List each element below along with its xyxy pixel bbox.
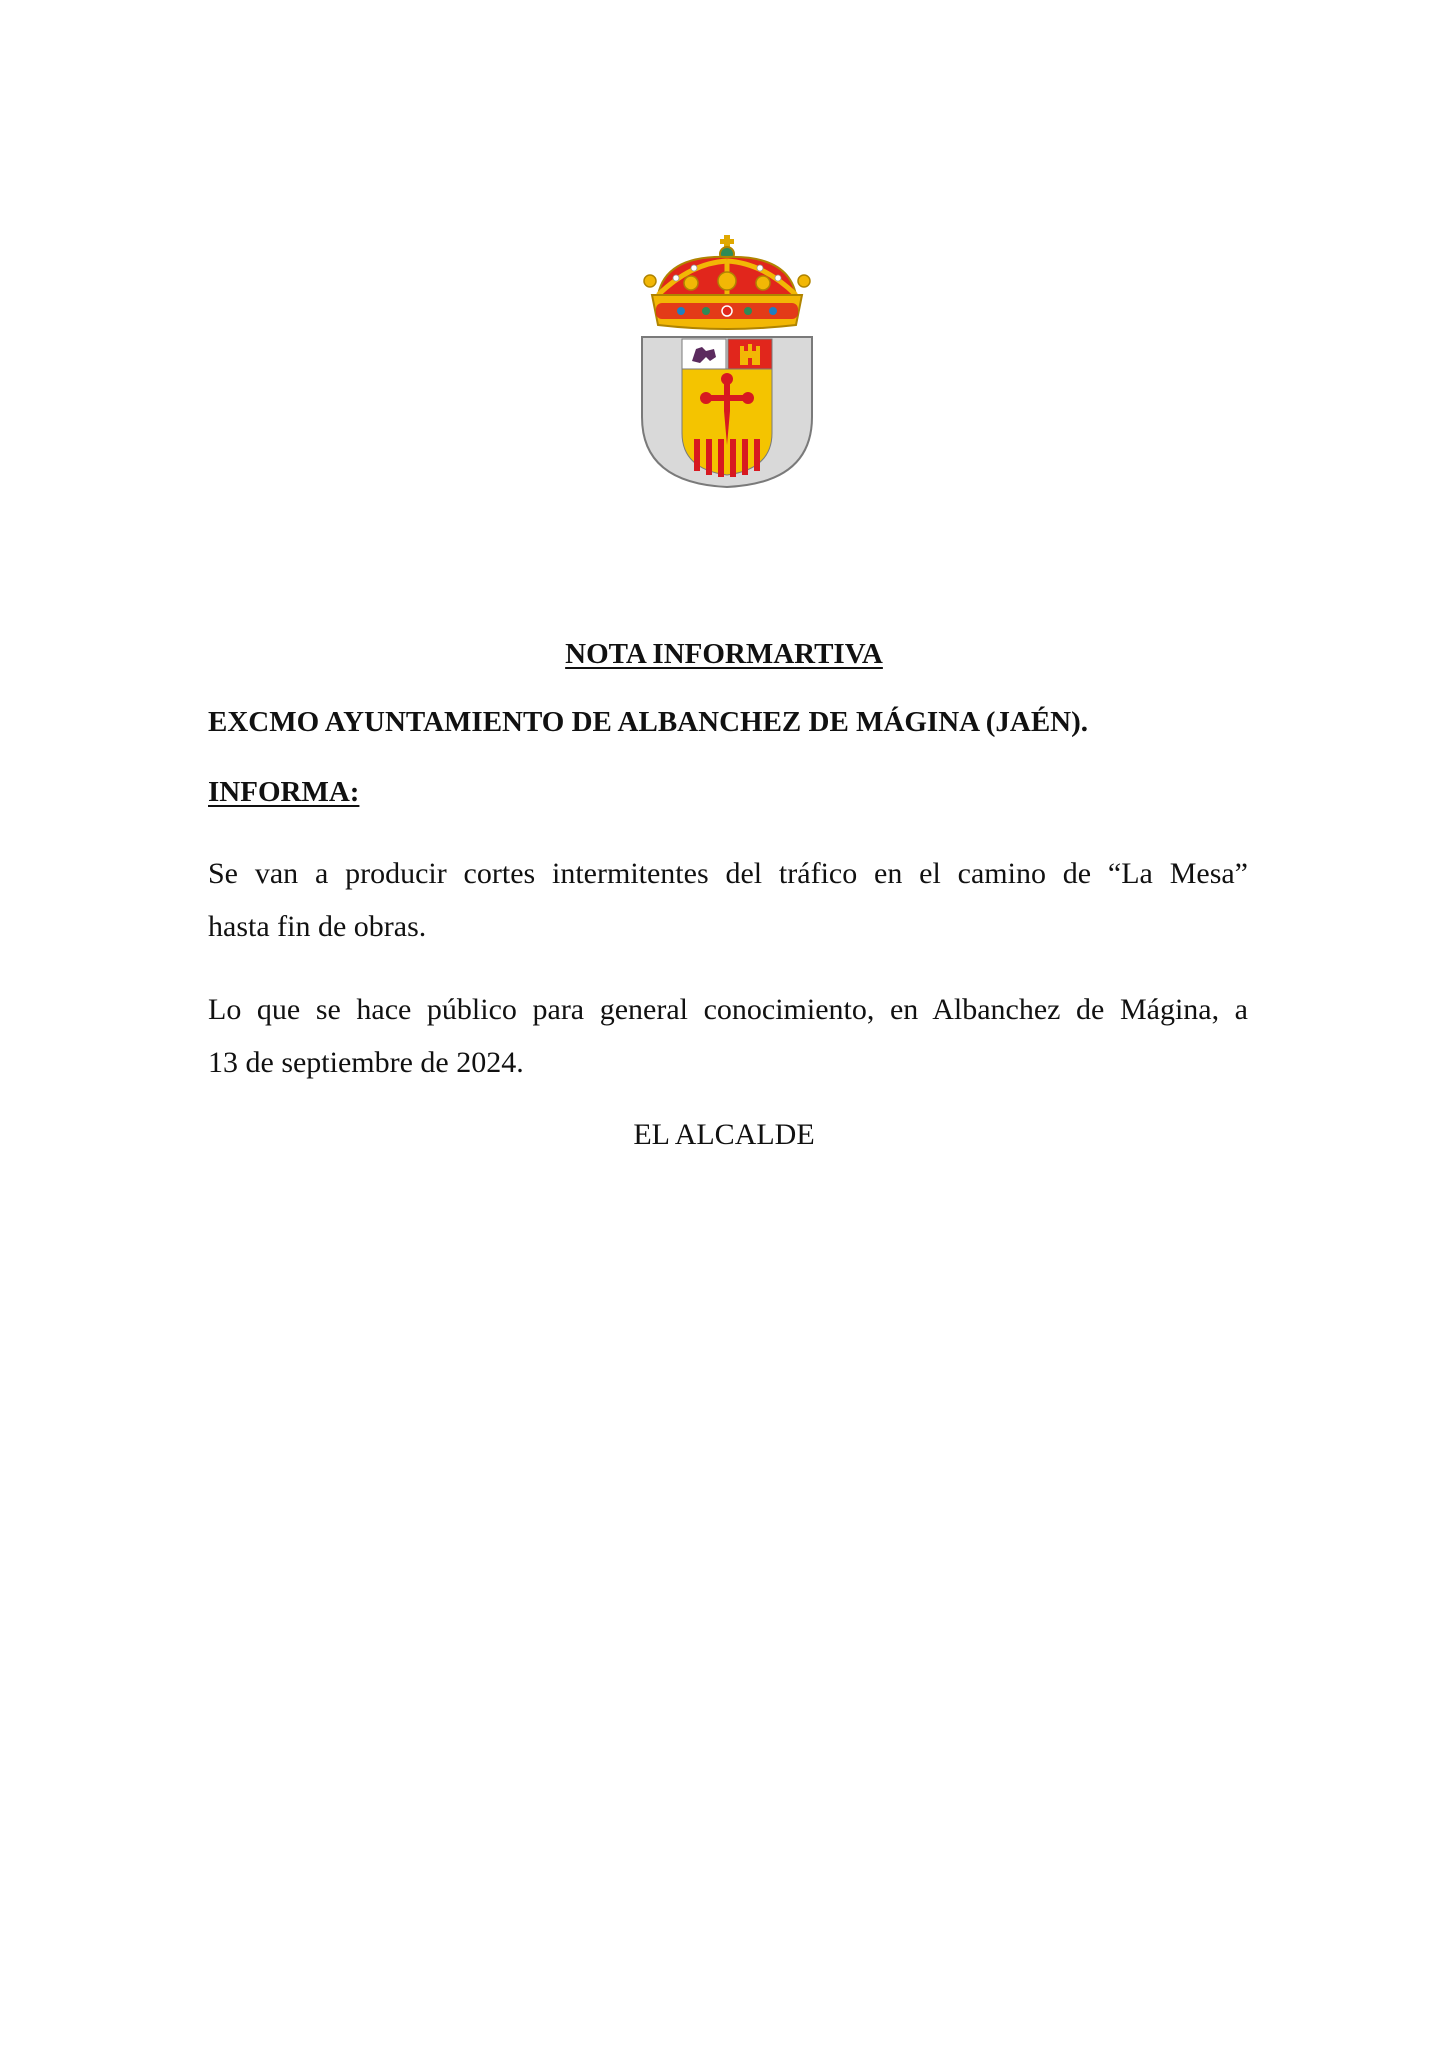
publication-line-1: Lo que se hace público para general conocimiento, en Albanchez de Mágina, a	[208, 993, 1248, 1026]
coat-of-arms-icon	[636, 233, 818, 489]
section-label: INFORMA:	[208, 776, 360, 808]
notice-line-2: hasta fin de obras.	[208, 910, 427, 943]
notice-line-1: Se van a producir cortes intermitentes del tráfico en el camino de “La Mesa”	[208, 857, 1248, 890]
publication-line-2: 13 de septiembre de 2024.	[208, 1046, 524, 1079]
royal-crown-icon	[644, 235, 810, 329]
notice-paragraph	[208, 847, 1248, 953]
document-title: NOTA INFORMARTIVA	[565, 638, 883, 670]
shield-icon	[642, 337, 812, 487]
signature-line: EL ALCALDE	[633, 1118, 815, 1151]
publication-paragraph	[208, 983, 1248, 1089]
organization-heading: EXCMO AYUNTAMIENTO DE ALBANCHEZ DE MÁGINA (JAÉN).	[208, 706, 1089, 738]
